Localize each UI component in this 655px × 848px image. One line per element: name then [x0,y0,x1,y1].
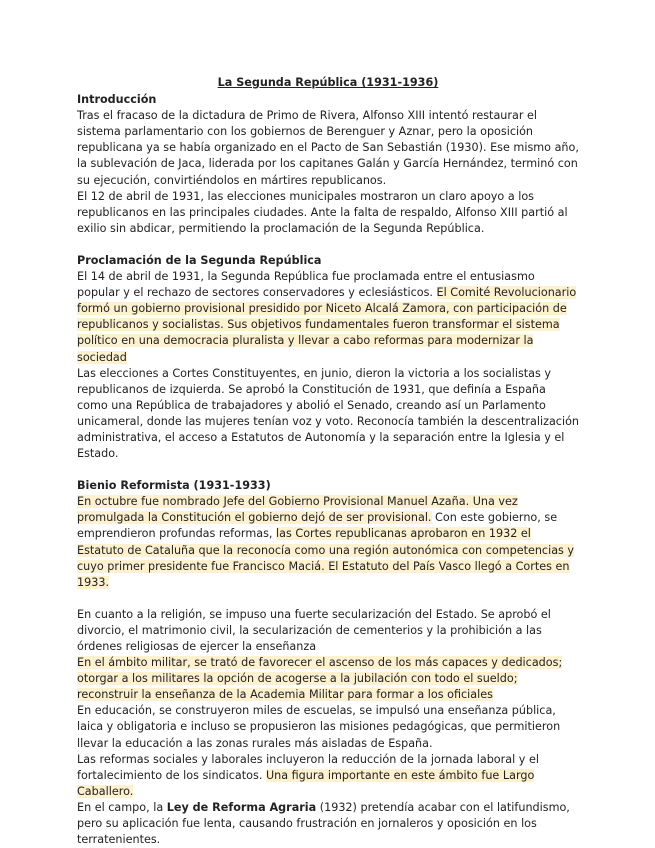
proclamation-paragraph-2: Las elecciones a Cortes Constituyentes, en junio, dieron la victoria a los socialistas y republicanos de izquierda. Se aprobó la Constitución de 1931, que definía a España como una República de trabajadores y abolió el Senado, creando así un Parlamento unicameral, donde las mujeres tenían voz y voto. Reconocía también la descentralización administrativa, el acceso a Estatutos de Autonomía y la separación entre la Iglesia y el Estado. [77,366,580,461]
military-highlight: En el ámbito militar, se trató de favorecer el ascenso de los más capaces y dedicados; otorgar a los militares la opción de acogerse a la jubilación con todo el sueldo; reconstruir la enseñanza de la Academia Militar para formar a los oficiales [77,656,563,702]
page-title: La Segunda República (1931-1936) [217,76,439,89]
proclamation-heading: Proclamación de la Segunda República [77,253,322,267]
bienio-heading: Bienio Reformista (1931-1933) [77,479,271,493]
document-body [77,75,579,848]
religion-paragraph: En cuanto a la religión, se impuso una fuerte secularización del Estado. Se aprobó el divorcio, el matrimonio civil, la secularización de cementerios y la prohibición a las órdenes religiosas de ejercer la enseñanza [77,607,551,653]
social-reforms-highlight: Una figura importante en este ámbito fue Largo Caballero. [77,768,535,798]
agrarian-text-after: (1932) pretendía acabar con el latifundismo, pero su aplicación fue lenta, causando frustración en jornaleros y oposición en los terratenientes. [77,800,570,847]
agrarian-law-name: Ley de Reforma Agraria [166,800,317,814]
proclamation-text: El 14 de abril de 1931, la Segunda República fue proclamada entre el entusiasmo popular y el rechazo de sectores conservadores y eclesiásticos. [77,270,535,300]
intro-heading: Introducción [77,93,157,107]
bienio-text-1: Con este gobierno, se emprendieron profundas reformas, [77,511,558,541]
agrarian-paragraph [77,800,579,848]
proclamation-highlight: El Comité Revolucionario formó un gobierno provisional presidido por Niceto Alcalá Zamora, con participación de republicanos y socialistas. Sus objetivos fundamentales fueron transformar el sistema político en una democracia pluralista y llevar a cabo reformas para modernizar la sociedad [77,286,577,364]
intro-paragraph-1: Tras el fracaso de la dictadura de Primo de Rivera, Alfonso XIII intentó restaurar el sistema parlamentario con los gobiernos de Berenguer y Aznar, pero la oposición republicana ya se había organizado en el Pacto de San Sebastián (1930). Ese mismo año, la sublevación de Jaca, liderada por los capitanes Galán y García Hernández, terminó con su ejecución, convirtiéndolos en mártires republicanos. [77,109,579,187]
military-paragraph [77,655,579,703]
bienio-paragraph-1 [77,494,579,591]
bienio-highlight-1: En octubre fue nombrado Jefe del Gobierno Provisional Manuel Azaña. Una vez promulgada la Constitución el gobierno dejó de ser provisional. [77,495,518,525]
social-reforms-text: Las reformas sociales y laborales incluyeron la reducción de la jornada laboral y el fortalecimiento de los sindicatos. [77,752,539,782]
intro-paragraph-2: El 12 de abril de 1931, las elecciones municipales mostraron un claro apoyo a los republicanos en las principales ciudades. Ante la falta de respaldo, Alfonso XIII partió al exilio sin abdicar, permitiendo la proclamación de la Segunda República. [77,189,568,235]
section-gap [77,462,579,478]
bienio-highlight-2: las Cortes republicanas aprobaron en 1932 el Estatuto de Cataluña que la reconocía como una región autonómica con competencias y cuyo primer presidente fue Francisco Maciá. El Estatuto del País Vasco llegó a Cortes en 1933. [77,527,575,589]
agrarian-text-before: En el campo, la [77,800,167,814]
section-gap [77,237,579,253]
paragraph-gap [77,591,579,607]
social-reforms-paragraph [77,752,579,800]
education-paragraph: En educación, se construyeron miles de escuelas, se impulsó una enseñanza pública, laica y obligatoria e incluso se propusieron las misiones pedagógicas, que permitieron llevar la educación a las zonas rurales más aisladas de España. [77,704,561,750]
proclamation-paragraph-1 [77,269,579,366]
